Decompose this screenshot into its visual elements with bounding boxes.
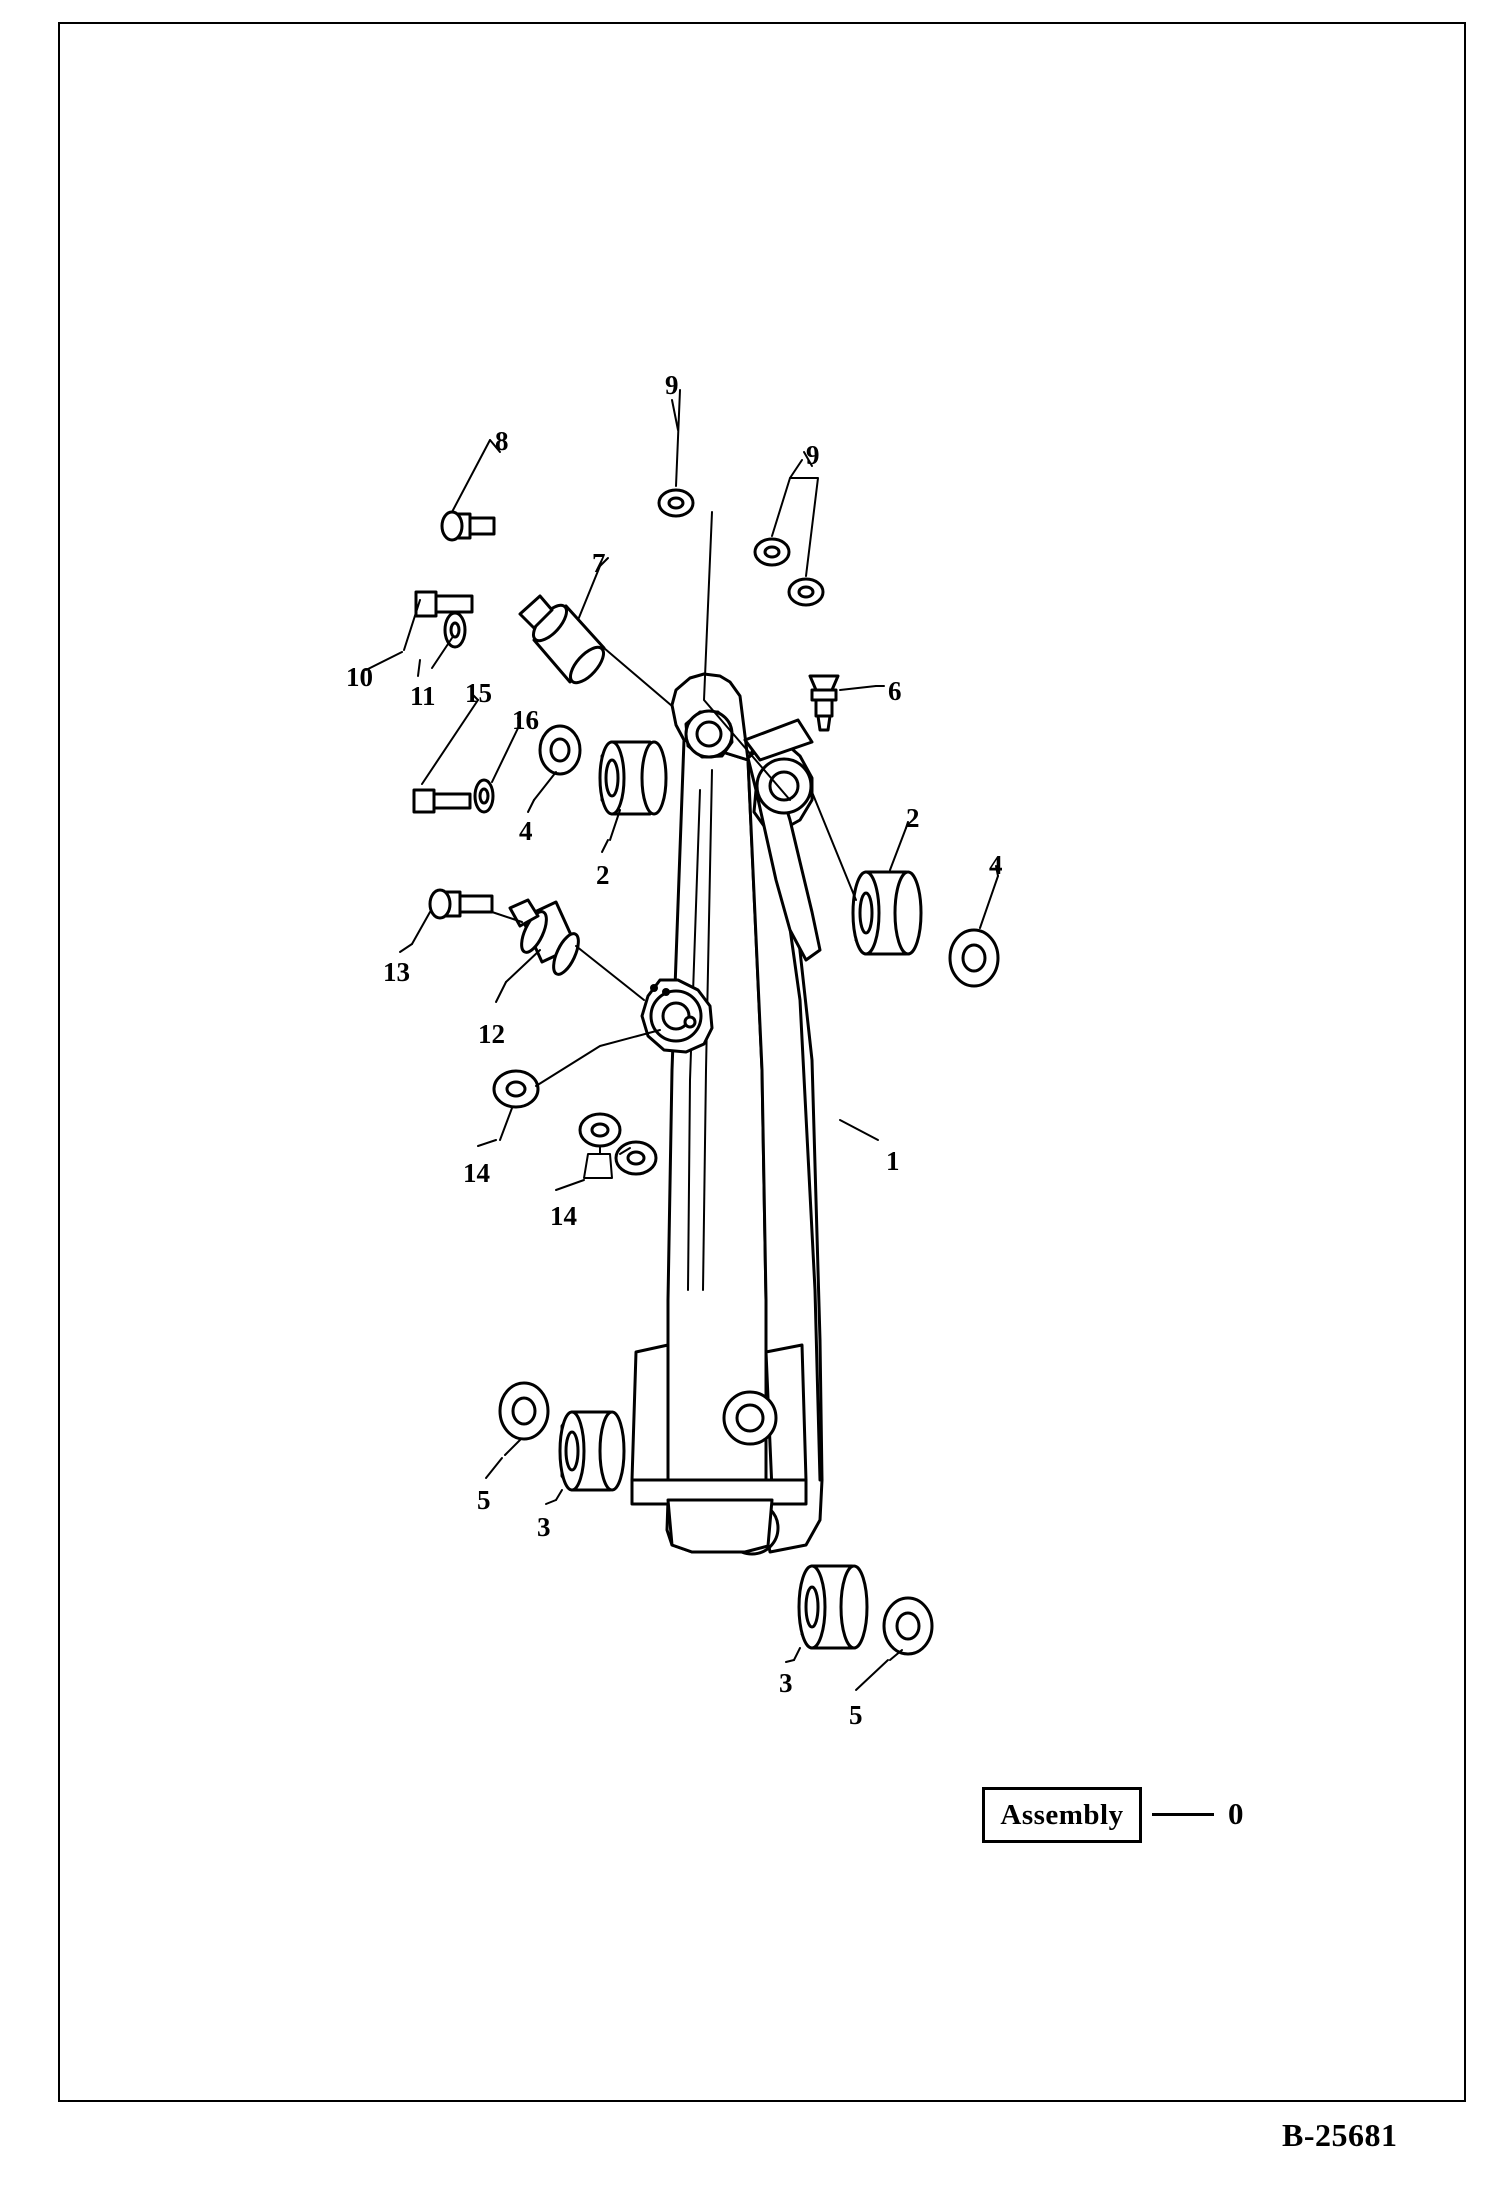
assembly-legend-box — [982, 1787, 1142, 1843]
assembly-leader-line — [1152, 1813, 1214, 1816]
assembly-legend-label: Assembly — [1000, 1798, 1124, 1831]
callout-16: 16 — [512, 705, 539, 735]
callout-3-lower: 3 — [779, 1668, 793, 1698]
callout-13: 13 — [383, 957, 410, 987]
callout-12: 12 — [478, 1019, 505, 1049]
callout-6: 6 — [888, 676, 902, 706]
callout-4-left: 4 — [519, 816, 533, 846]
callout-1: 1 — [886, 1146, 900, 1176]
callout-2-left: 2 — [596, 860, 610, 890]
callout-3-upper: 3 — [537, 1512, 551, 1542]
callout-5-lower: 5 — [849, 1700, 863, 1730]
callout-15: 15 — [465, 678, 492, 708]
assembly-legend-value: 0 — [1228, 1796, 1244, 1831]
callout-11: 11 — [410, 681, 436, 711]
callout-9-top: 9 — [665, 370, 679, 400]
callout-9-right: 9 — [806, 440, 820, 470]
callout-14-lower: 14 — [550, 1201, 577, 1231]
callout-8: 8 — [495, 426, 509, 456]
callout-14-left: 14 — [463, 1158, 490, 1188]
callout-2-right: 2 — [906, 803, 920, 833]
drawing-number: B-25681 — [1282, 2117, 1398, 2153]
callout-4-right: 4 — [989, 850, 1003, 880]
callout-7: 7 — [592, 548, 606, 578]
callout-10: 10 — [346, 662, 373, 692]
callout-5-upper: 5 — [477, 1485, 491, 1515]
